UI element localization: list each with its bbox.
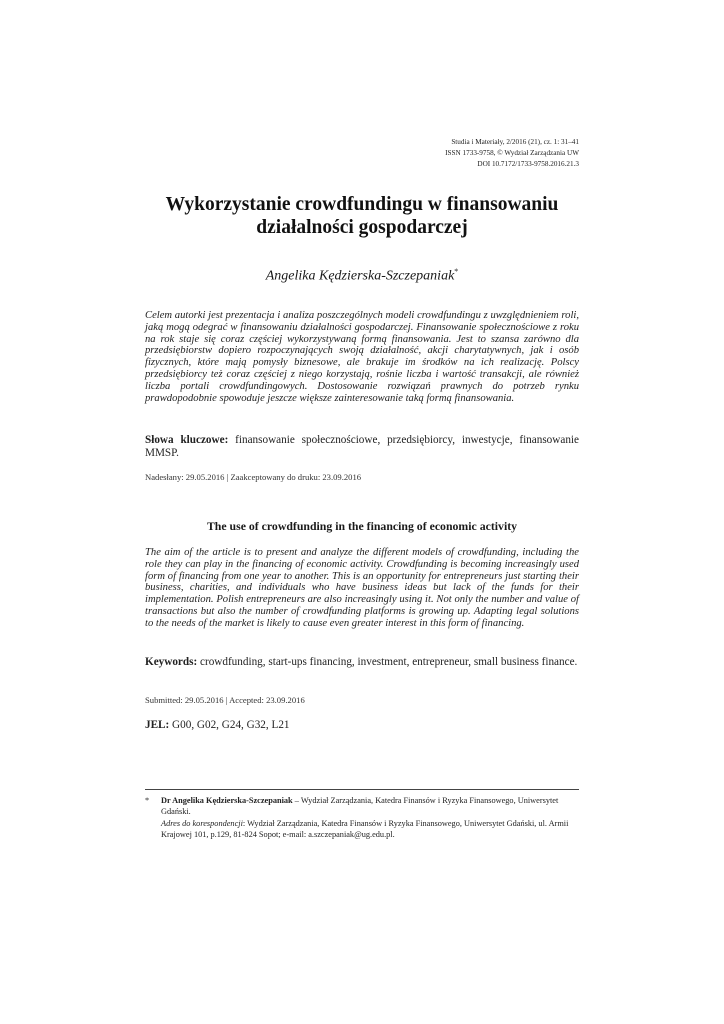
author-line [145,267,579,285]
issn-line: ISSN 1733-9758, © Wydział Zarządzania UW [445,149,579,157]
article-title-line1: Wykorzystanie crowdfundingu w finansowaniu [165,194,559,215]
footnote-author-name: Dr Angelika Kędzierska-Szczepaniak [161,796,293,805]
footnote-body [161,795,579,841]
article-title [100,193,624,239]
english-title: The use of crowdfunding in the financing of economic activity [206,519,518,533]
footnote-address-label: Adres do korespondencji [161,818,243,828]
footnote [145,795,579,841]
doi-line: DOI 10.7172/1733-9758.2016.21.3 [477,160,579,168]
dates-polish: Nadesłany: 29.05.2016 | Zaakceptowany do druku: 23.09.2016 [145,472,362,482]
abstract-english: The aim of the article is to present and analyze the different models of crowdfunding, including the role they can play in the financing of economic activity. Crowdfunding is becoming increasingly used form of financing from one year to another. This is an opportunity for entrepreneurs just starting their business, charities, and individuals who have business ideas but lack of the funds for their implementation. Polish entrepreneurs are also increasingly using it. Not only the number and value of transactions but also the number of crowdfunding platforms is growing up. Adapting legal solutions to the needs of the market is likely to cause even greater interest in this form of financing. [145,547,579,629]
footnote-affiliation-text: – Wydział Zarządzania, Katedra Finansów i Ryzyka Finansowego, Uniwersytet Gdański. [161,796,559,817]
keywords-polish [145,434,579,459]
footnote-address [161,818,579,841]
keywords-english-label: Keywords: [145,656,198,668]
journal-citation: Studia i Materiały, 2/2016 (21), cz. 1: 31–41 [451,138,579,146]
author-footnote-mark: * [454,267,459,276]
jel-values: G00, G02, G24, G32, L21 [169,719,290,731]
abstract-polish: Celem autorki jest prezentacja i analiza poszczególnych modeli crowdfundingu z uwzględnieniem roli, jaką mogą odegrać w finansowaniu działalności gospodarczej. Finansowanie społecznościowe z roku na rok staje się coraz częściej wykorzystywaną formą finansowania. Jest to szansa zarówno dla przedsiębiorstw dopiero rozpoczynających swoją działalność, akcji charytatywnych, jak i osób fizycznych, które mają pomysły biznesowe, ale brakuje im środków na ich realizację. Polscy przedsiębiorcy też coraz częściej z niego korzystają, rośnie liczba i wartość transakcji, ale również liczba portali crowdfundingowych. Dostosowanie rozwiązań prawnych do potrzeb rynku prawdopodobnie spowoduje jeszcze większe zainteresowanie taką formą finansowania. [145,310,579,404]
dates-english: Submitted: 29.05.2016 | Accepted: 23.09.2016 [145,695,305,705]
footnote-divider [145,789,579,790]
footnote-marker: * [145,796,150,805]
footnote-affiliation [161,795,579,818]
keywords-polish-label: Słowa kluczowe: [145,434,229,446]
keywords-english-text: crowdfunding, start-ups financing, investment, entrepreneur, small business finance. [197,656,578,668]
jel-label: JEL: [145,719,170,731]
jel-codes [145,719,290,731]
keywords-polish-text: finansowanie społecznościowe, przedsiębiorcy, inwestycje, finansowanie MMSP. [145,434,579,459]
author-name: Angelika Kędzierska-Szczepaniak [265,268,455,284]
article-title-line2: działalności gospodarczej [256,217,468,238]
keywords-english [145,656,579,669]
footnote-address-text: : Wydział Zarządzania, Katedra Finansów i Ryzyka Finansowego, Uniwersytet Gdański, ul. Armii Krajowej 101, p.129, 81-824 Sopot; e-mail: a.szczepaniak@ug.edu.pl. [161,818,569,840]
journal-header [445,137,579,170]
